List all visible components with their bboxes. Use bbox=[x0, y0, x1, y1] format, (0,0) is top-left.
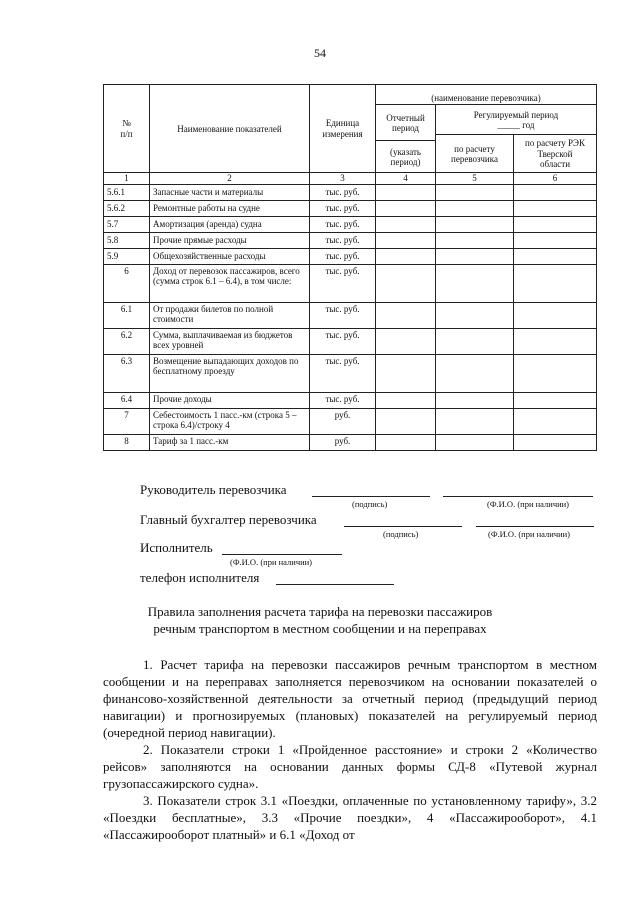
col-number: 5 bbox=[436, 173, 514, 184]
rules-text bbox=[103, 656, 597, 843]
row-name: Сумма, выплачиваемая из бюджетов всех уровней bbox=[150, 328, 310, 354]
table-row bbox=[104, 200, 597, 216]
table-row bbox=[104, 302, 597, 328]
row-value-cell bbox=[376, 302, 436, 328]
row-value-cell bbox=[514, 392, 597, 408]
row-value-cell bbox=[514, 264, 597, 302]
row-name: Возмещение выпадающих доходов по бесплатному проезду bbox=[150, 354, 310, 392]
row-name: Ремонтные работы на судне bbox=[150, 200, 310, 216]
row-value-cell bbox=[376, 232, 436, 248]
row-num: 6.1 bbox=[104, 302, 150, 328]
row-name: Доход от перевозок пассажиров, всего (сумма строк 6.1 – 6.4), в том числе: bbox=[150, 264, 310, 302]
row-value-cell bbox=[514, 328, 597, 354]
row-unit: тыс. руб. bbox=[310, 184, 376, 200]
header-regulated-period: Регулируемый период _____ год bbox=[436, 105, 597, 135]
row-num: 7 bbox=[104, 408, 150, 434]
row-num: 6 bbox=[104, 264, 150, 302]
row-unit: тыс. руб. bbox=[310, 216, 376, 232]
header-unit: Единица измерения bbox=[310, 85, 376, 173]
row-value-cell bbox=[514, 434, 597, 450]
row-value-cell bbox=[436, 184, 514, 200]
section-title-line-2: речным транспортом в местном сообщении и на переправах bbox=[153, 621, 487, 636]
row-unit: тыс. руб. bbox=[310, 328, 376, 354]
header-report-note: (указать период) bbox=[376, 141, 436, 173]
row-value-cell bbox=[376, 434, 436, 450]
row-unit: тыс. руб. bbox=[310, 248, 376, 264]
row-name: Себестоимость 1 пасс.-км (строка 5 – строка 6.4)/строку 4 bbox=[150, 408, 310, 434]
row-name: От продажи билетов по полной стоимости bbox=[150, 302, 310, 328]
row-name: Амортизация (аренда) судна bbox=[150, 216, 310, 232]
row-value-cell bbox=[514, 200, 597, 216]
section-title-line-1: Правила заполнения расчета тарифа на перевозки пассажиров bbox=[147, 604, 493, 619]
row-name: Общехозяйственные расходы bbox=[150, 248, 310, 264]
row-num: 5.6.2 bbox=[104, 200, 150, 216]
row-value-cell bbox=[514, 354, 597, 392]
row-value-cell bbox=[376, 184, 436, 200]
row-unit: тыс. руб. bbox=[310, 264, 376, 302]
row-value-cell bbox=[436, 408, 514, 434]
head-fio-line bbox=[443, 496, 593, 497]
executor-fio-caption: (Ф.И.О. (при наличии) bbox=[230, 557, 313, 567]
row-value-cell bbox=[436, 200, 514, 216]
col-number: 4 bbox=[376, 173, 436, 184]
row-unit: тыс. руб. bbox=[310, 302, 376, 328]
row-unit: тыс. руб. bbox=[310, 200, 376, 216]
row-value-cell bbox=[436, 216, 514, 232]
row-value-cell bbox=[436, 264, 514, 302]
row-unit: тыс. руб. bbox=[310, 232, 376, 248]
row-name: Тариф за 1 пасс.-км bbox=[150, 434, 310, 450]
row-value-cell bbox=[514, 216, 597, 232]
table-row bbox=[104, 184, 597, 200]
table-row bbox=[104, 408, 597, 434]
accountant-fio-caption: (Ф.И.О. (при наличии) bbox=[488, 529, 571, 539]
header-report-period: Отчетный период bbox=[376, 105, 436, 141]
row-value-cell bbox=[376, 200, 436, 216]
col-number: 6 bbox=[514, 173, 597, 184]
row-value-cell bbox=[376, 248, 436, 264]
row-num: 6.2 bbox=[104, 328, 150, 354]
row-value-cell bbox=[376, 216, 436, 232]
head-of-carrier-label: Руководитель перевозчика bbox=[140, 482, 287, 497]
header-by-rek: по расчету РЭК Тверской области bbox=[514, 135, 597, 173]
accountant-fio-line bbox=[476, 526, 594, 527]
row-unit: тыс. руб. bbox=[310, 354, 376, 392]
row-value-cell bbox=[376, 408, 436, 434]
row-unit: руб. bbox=[310, 434, 376, 450]
row-value-cell bbox=[514, 248, 597, 264]
row-value-cell bbox=[436, 302, 514, 328]
col-number: 2 bbox=[150, 173, 310, 184]
executor-phone-label: телефон исполнителя bbox=[140, 570, 260, 585]
executor-fio-line bbox=[222, 554, 342, 555]
row-name: Прочие доходы bbox=[150, 392, 310, 408]
row-num: 5.9 bbox=[104, 248, 150, 264]
row-value-cell bbox=[376, 354, 436, 392]
row-name: Запасные части и материалы bbox=[150, 184, 310, 200]
paragraph-3: 3. Показатели строк 3.1 «Поездки, оплаченные по установленному тарифу», 3.2 «Поездки бесплатные», 3.3 «Прочие поездки», 4 «Пассажирооборот», 4.1 «Пассажирооборот платный» и 6.1 «Доход от bbox=[103, 793, 597, 842]
row-value-cell bbox=[436, 248, 514, 264]
header-carrier: (наименование перевозчика) bbox=[376, 85, 597, 105]
row-value-cell bbox=[514, 232, 597, 248]
row-value-cell bbox=[436, 354, 514, 392]
table-row bbox=[104, 392, 597, 408]
table-row bbox=[104, 434, 597, 450]
row-num: 6.3 bbox=[104, 354, 150, 392]
tariff-table bbox=[103, 84, 597, 451]
row-num: 5.8 bbox=[104, 232, 150, 248]
executor-phone-line bbox=[276, 584, 394, 585]
header-name: Наименование показателей bbox=[150, 85, 310, 173]
accountant-signature-line bbox=[344, 526, 462, 527]
head-fio-caption: (Ф.И.О. (при наличии) bbox=[487, 499, 570, 509]
row-unit: тыс. руб. bbox=[310, 392, 376, 408]
row-value-cell bbox=[436, 392, 514, 408]
row-unit: руб. bbox=[310, 408, 376, 434]
row-num: 5.7 bbox=[104, 216, 150, 232]
paragraph-2: 2. Показатели строки 1 «Пройденное расстояние» и строки 2 «Количество рейсов» заполняются на основании данных формы СД-8 «Путевой журнал грузопассажирского судна». bbox=[103, 742, 597, 791]
row-value-cell bbox=[436, 328, 514, 354]
row-num: 5.6.1 bbox=[104, 184, 150, 200]
table-row bbox=[104, 264, 597, 302]
table-row bbox=[104, 232, 597, 248]
row-value-cell bbox=[436, 232, 514, 248]
row-value-cell bbox=[514, 184, 597, 200]
head-sign-caption: (подпись) bbox=[352, 499, 388, 509]
row-value-cell bbox=[376, 392, 436, 408]
header-num: № п/п bbox=[104, 85, 150, 173]
row-num: 6.4 bbox=[104, 392, 150, 408]
row-value-cell bbox=[514, 408, 597, 434]
row-value-cell bbox=[376, 264, 436, 302]
paragraph-1: 1. Расчет тарифа на перевозки пассажиров речным транспортом в местном сообщении и на переправах заполняется перевозчиком на основании показателей о финансово-хозяйственной деятельности за отчетный период (предыдущий период навигации) и прогнозируемых (плановых) показателей на регулируемый период (очередной период навигации). bbox=[103, 657, 597, 740]
col-number: 3 bbox=[310, 173, 376, 184]
row-value-cell bbox=[436, 434, 514, 450]
row-num: 8 bbox=[104, 434, 150, 450]
head-signature-line bbox=[312, 496, 430, 497]
chief-accountant-label: Главный бухгалтер перевозчика bbox=[140, 512, 317, 527]
table-row bbox=[104, 216, 597, 232]
header-by-carrier: по расчету перевозчика bbox=[436, 135, 514, 173]
row-name: Прочие прямые расходы bbox=[150, 232, 310, 248]
accountant-sign-caption: (подпись) bbox=[383, 529, 419, 539]
row-value-cell bbox=[514, 302, 597, 328]
row-value-cell bbox=[376, 328, 436, 354]
table-row bbox=[104, 354, 597, 392]
page-number: 54 bbox=[314, 46, 326, 60]
col-number: 1 bbox=[104, 173, 150, 184]
executor-label: Исполнитель bbox=[140, 540, 213, 555]
table-row bbox=[104, 248, 597, 264]
table-row bbox=[104, 328, 597, 354]
